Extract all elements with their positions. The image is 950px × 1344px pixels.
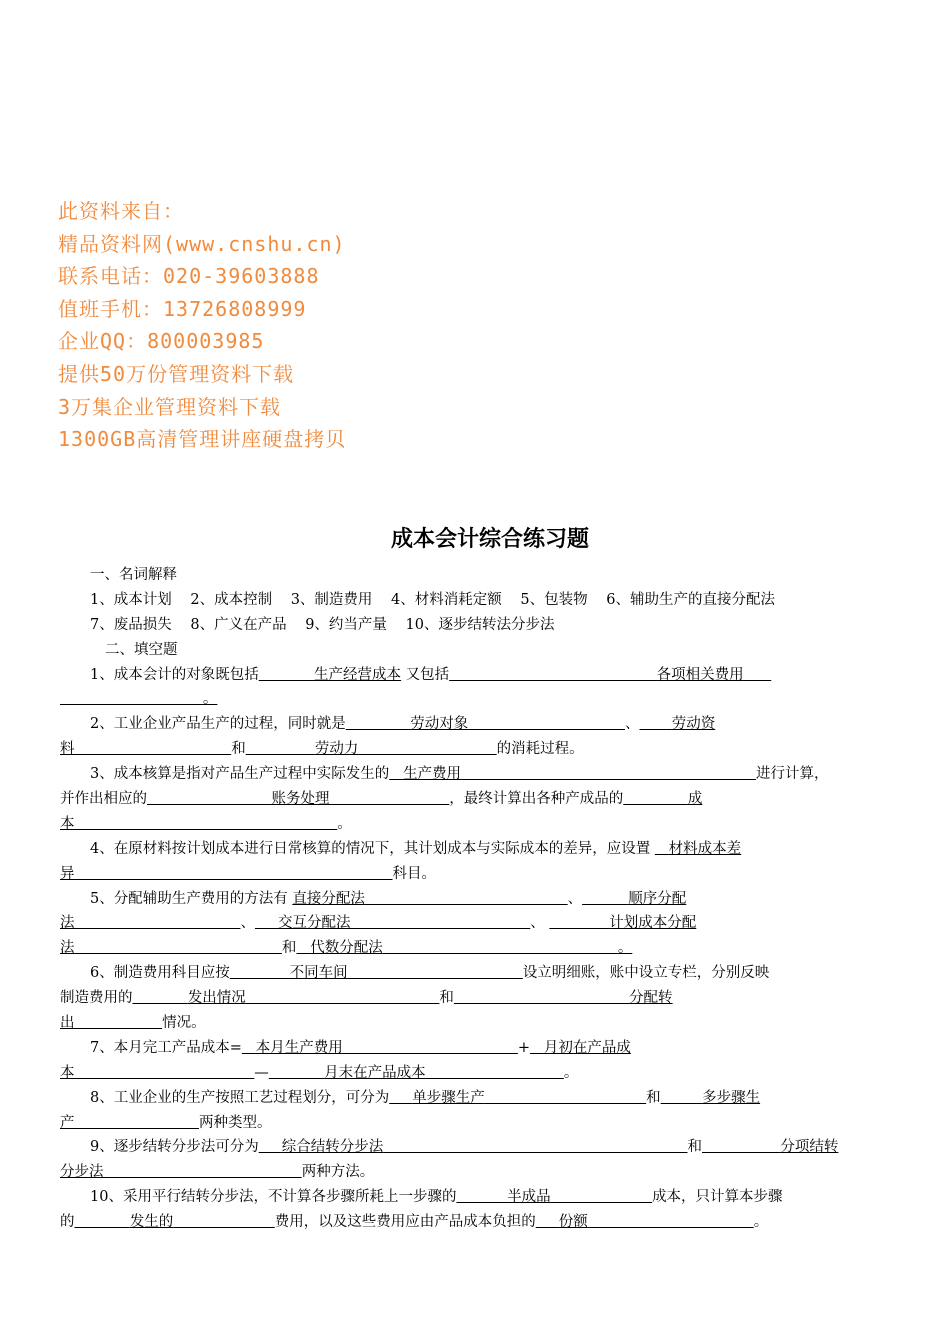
question-8	[60, 1086, 900, 1111]
question-text: 2、工业企业产品生产的过程，同时就是	[90, 716, 346, 733]
answer-blank: 账务处理	[271, 791, 330, 808]
source-info-block	[58, 195, 346, 456]
question-text: 的消耗过程。	[496, 741, 584, 758]
answer-blank: 成	[687, 791, 703, 808]
answer-blank: 材料成本差	[668, 840, 742, 857]
question-text: ，最终计算出各种产成品的	[449, 791, 624, 808]
section-heading-2: 二、填空题	[105, 641, 178, 658]
question-text: 进行计算，	[756, 766, 829, 783]
answer-blank: 直接分配法	[292, 890, 365, 907]
question-text: 两种类型。	[198, 1114, 272, 1131]
answer-blank: 劳动资	[671, 716, 716, 733]
question-text: 5、分配辅助生产费用的方法有	[90, 890, 288, 907]
answer-blank: 交互分配法	[277, 915, 351, 932]
question-3-cont2	[60, 812, 900, 837]
ad-line: 此资料来自：	[58, 199, 184, 223]
answer-blank: 综合结转分步法	[281, 1139, 384, 1156]
question-text: 7、本月完工产品成本=	[90, 1039, 242, 1056]
answer-blank: 代数分配法	[310, 940, 383, 957]
question-text: 。	[753, 1214, 769, 1231]
answer-blank: 劳动对象	[410, 716, 469, 733]
term: 10、逐步结转法分步法	[405, 616, 555, 633]
answer-blank: 生产费用	[403, 766, 462, 783]
answer-blank: 发出情况	[187, 990, 246, 1007]
term: 7、废品损失	[90, 616, 172, 633]
question-2	[60, 712, 900, 737]
question-7	[60, 1036, 900, 1061]
question-1	[60, 663, 900, 688]
question-1-cont	[60, 687, 900, 712]
question-text: +	[517, 1039, 531, 1056]
question-text: 6、制造费用科目应按	[90, 965, 230, 982]
question-text: 设立明细账，账中设立专栏，分别反映	[522, 965, 770, 982]
answer-blank: 份额	[558, 1214, 588, 1231]
term: 5、包装物	[520, 591, 588, 608]
answer-blank: 法	[60, 915, 75, 932]
question-3	[60, 762, 900, 787]
question-text: 、	[530, 915, 545, 932]
question-text: 。	[337, 815, 352, 832]
question-text: 3、成本核算是指对产品生产过程中实际发生的	[90, 766, 390, 783]
section-heading-1: 一、名词解释	[90, 567, 177, 583]
question-text: 10、采用平行结转分步法，不计算各步骤所耗上一步骤的	[90, 1189, 457, 1206]
question-text: 和	[231, 741, 246, 758]
question-text: 和	[281, 940, 297, 957]
question-9-cont	[60, 1160, 900, 1185]
question-text: 和	[646, 1089, 661, 1106]
ad-line: 提供50万份管理资料下载	[58, 361, 295, 386]
answer-blank: 分步法	[60, 1164, 104, 1181]
question-text: 科目。	[392, 865, 437, 882]
answer-blank: 顺序分配	[628, 890, 687, 907]
answer-blank: 劳动力	[314, 741, 359, 758]
answer-blank: 本	[60, 815, 75, 832]
term: 6、辅助生产的直接分配法	[606, 591, 775, 608]
question-text: 4、在原材料按计划成本进行日常核算的情况下，其计划成本与实际成本的差异，应设置	[90, 840, 651, 857]
ad-line: 值班手机：13726808999	[58, 296, 307, 321]
question-8-cont	[60, 1111, 900, 1136]
answer-blank: 发生的	[129, 1214, 174, 1231]
question-text: 9、逐步结转分步法可分为	[90, 1139, 259, 1156]
term: 1、成本计划	[90, 591, 172, 608]
question-5-cont2	[60, 936, 900, 961]
answer-blank: 月末在产品成本	[324, 1064, 426, 1081]
question-text: 8、工业企业的生产按照工艺过程划分，可分为	[90, 1089, 390, 1106]
question-text: 1、成本会计的对象既包括	[90, 666, 259, 683]
term: 3、制造费用	[290, 591, 373, 608]
question-5-cont	[60, 911, 900, 936]
question-6-cont2	[60, 1011, 900, 1036]
answer-blank: 本月生产费用	[255, 1039, 343, 1056]
question-text: 、	[567, 890, 583, 907]
ad-line: 企业QQ：800003985	[58, 329, 265, 354]
question-text: 费用，以及这些费用应由产品成本负担的	[274, 1214, 536, 1231]
question-text: 的	[60, 1214, 75, 1231]
answer-blank: 分配转	[629, 990, 673, 1007]
question-text: 并作出相应的	[60, 791, 147, 808]
question-text: 、	[240, 915, 255, 932]
question-7-cont	[60, 1061, 900, 1086]
answer-blank: 本	[60, 1064, 75, 1081]
answer-blank: 出	[60, 1015, 75, 1032]
question-text: 和	[439, 990, 454, 1007]
question-text: 两种方法。	[301, 1164, 375, 1181]
ad-line: 联系电话：020-39603888	[58, 264, 320, 289]
document-title: 成本会计综合练习题	[390, 527, 589, 552]
question-2-cont	[60, 737, 900, 762]
question-9	[60, 1135, 900, 1160]
answer-blank: 月初在产品成	[543, 1039, 631, 1056]
question-3-cont	[60, 787, 900, 812]
question-10	[60, 1185, 900, 1210]
answer-blank: 法	[60, 940, 75, 957]
term: 2、成本控制	[190, 591, 273, 608]
terms-line-1	[60, 588, 900, 613]
question-text: 成本，只计算本步骤	[652, 1189, 783, 1206]
ad-line: 1300GB高清管理讲座硬盘拷贝	[58, 427, 347, 452]
ad-line: 精品资料网(www.cnshu.cn)	[58, 231, 346, 256]
ad-line: 3万集企业管理资料下载	[58, 394, 282, 419]
term: 4、材料消耗定额	[391, 591, 502, 608]
answer-blank: 异	[60, 865, 75, 882]
answer-blank: 单步骤生产	[412, 1089, 485, 1106]
question-text: 又包括	[405, 666, 450, 683]
question-text: 。	[202, 691, 218, 708]
terms-line-2	[60, 613, 900, 638]
question-4	[60, 837, 900, 862]
answer-blank: 计划成本分配	[609, 915, 697, 932]
question-text: 。	[617, 940, 633, 957]
question-4-cont	[60, 862, 900, 887]
question-text: 、	[624, 716, 640, 733]
question-6-cont	[60, 986, 900, 1011]
answer-blank: 各项相关费用	[656, 666, 744, 683]
question-text: 情况。	[162, 1015, 206, 1032]
question-text: 和	[687, 1139, 702, 1156]
answer-blank: 多步骤生	[702, 1089, 761, 1106]
question-text: 制造费用的	[60, 990, 133, 1007]
question-text: 。	[563, 1064, 579, 1081]
answer-blank: 不同车间	[289, 965, 348, 982]
question-5	[60, 887, 900, 912]
term: 8、广义在产品	[190, 616, 287, 633]
document-body	[60, 563, 900, 1235]
answer-blank: 产	[60, 1114, 75, 1131]
question-6	[60, 961, 900, 986]
answer-blank: 料	[60, 741, 75, 758]
question-text: —	[254, 1064, 269, 1081]
answer-blank: 分项结转	[780, 1139, 839, 1156]
term: 9、约当产量	[305, 616, 387, 633]
answer-blank: 生产经营成本	[314, 666, 402, 683]
question-10-cont	[60, 1210, 900, 1235]
answer-blank: 半成品	[507, 1189, 551, 1206]
